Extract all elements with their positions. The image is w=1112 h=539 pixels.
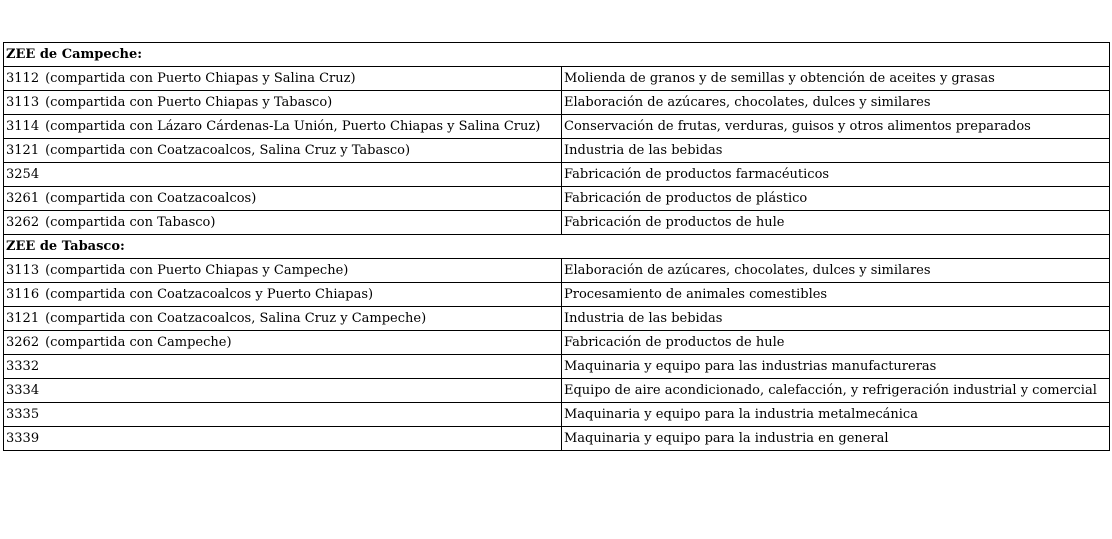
shared-note: (compartida con Lázaro Cárdenas-La Unión, Puerto Chiapas y Salina Cruz) (45, 119, 541, 134)
code-cell (4, 139, 562, 163)
code-cell (4, 211, 562, 235)
shared-note: (compartida con Puerto Chiapas y Campeche) (45, 263, 349, 278)
scian-code: 3116 (6, 287, 40, 302)
code-cell (4, 187, 562, 211)
code-cell (4, 259, 562, 283)
table-row (4, 379, 1110, 403)
activity-cell: Equipo de aire acondicionado, calefacción, y refrigeración industrial y comercial (562, 379, 1110, 403)
activity-cell: Maquinaria y equipo para la industria metalmecánica (562, 403, 1110, 427)
activity-cell: Maquinaria y equipo para la industria en general (562, 427, 1110, 451)
scian-code: 3261 (6, 191, 40, 206)
activity-cell: Industria de las bebidas (562, 307, 1110, 331)
shared-note: (compartida con Coatzacoalcos) (45, 191, 257, 206)
table-body (4, 43, 1110, 451)
code-cell (4, 355, 562, 379)
scian-code: 3254 (6, 167, 40, 182)
activity-cell: Industria de las bebidas (562, 139, 1110, 163)
code-cell (4, 283, 562, 307)
scian-code: 3334 (6, 383, 40, 398)
code-cell (4, 331, 562, 355)
scian-code: 3113 (6, 263, 40, 278)
scian-code: 3262 (6, 215, 40, 230)
scian-code: 3112 (6, 71, 40, 86)
section-header-row (4, 43, 1110, 67)
scian-code: 3262 (6, 335, 40, 350)
table-row (4, 211, 1110, 235)
code-cell (4, 163, 562, 187)
code-cell (4, 427, 562, 451)
table-row (4, 355, 1110, 379)
activity-cell: Maquinaria y equipo para las industrias manufactureras (562, 355, 1110, 379)
table-row (4, 187, 1110, 211)
table-row (4, 259, 1110, 283)
section-title: ZEE de Campeche: (4, 43, 1110, 67)
activity-cell: Elaboración de azúcares, chocolates, dulces y similares (562, 91, 1110, 115)
activity-cell: Molienda de granos y de semillas y obtención de aceites y grasas (562, 67, 1110, 91)
activity-cell: Fabricación de productos de hule (562, 331, 1110, 355)
table-row (4, 91, 1110, 115)
shared-note: (compartida con Coatzacoalcos, Salina Cruz y Campeche) (45, 311, 427, 326)
activity-cell: Procesamiento de animales comestibles (562, 283, 1110, 307)
activity-cell: Fabricación de productos de plástico (562, 187, 1110, 211)
scian-code: 3121 (6, 143, 40, 158)
scian-code: 3114 (6, 119, 40, 134)
table-row (4, 403, 1110, 427)
scian-code: 3121 (6, 311, 40, 326)
activity-cell: Fabricación de productos de hule (562, 211, 1110, 235)
scian-code: 3332 (6, 359, 40, 374)
code-cell (4, 307, 562, 331)
activity-cell: Elaboración de azúcares, chocolates, dulces y similares (562, 259, 1110, 283)
shared-note: (compartida con Puerto Chiapas y Salina Cruz) (45, 71, 356, 86)
table-row (4, 67, 1110, 91)
table-row (4, 307, 1110, 331)
shared-note: (compartida con Campeche) (45, 335, 232, 350)
section-header-row (4, 235, 1110, 259)
activity-cell: Fabricación de productos farmacéuticos (562, 163, 1110, 187)
scian-code: 3339 (6, 431, 40, 446)
section-title: ZEE de Tabasco: (4, 235, 1110, 259)
table-row (4, 283, 1110, 307)
code-cell (4, 67, 562, 91)
table-row (4, 139, 1110, 163)
code-cell (4, 403, 562, 427)
code-cell (4, 115, 562, 139)
code-cell (4, 379, 562, 403)
activity-cell: Conservación de frutas, verduras, guisos y otros alimentos preparados (562, 115, 1110, 139)
code-cell (4, 91, 562, 115)
shared-note: (compartida con Tabasco) (45, 215, 216, 230)
shared-note: (compartida con Puerto Chiapas y Tabasco) (45, 95, 333, 110)
table-row (4, 331, 1110, 355)
shared-note: (compartida con Coatzacoalcos y Puerto Chiapas) (45, 287, 374, 302)
table-row (4, 115, 1110, 139)
table-row (4, 163, 1110, 187)
scian-code: 3113 (6, 95, 40, 110)
zee-activities-table (3, 42, 1110, 451)
table-row (4, 427, 1110, 451)
scian-code: 3335 (6, 407, 40, 422)
shared-note: (compartida con Coatzacoalcos, Salina Cruz y Tabasco) (45, 143, 411, 158)
